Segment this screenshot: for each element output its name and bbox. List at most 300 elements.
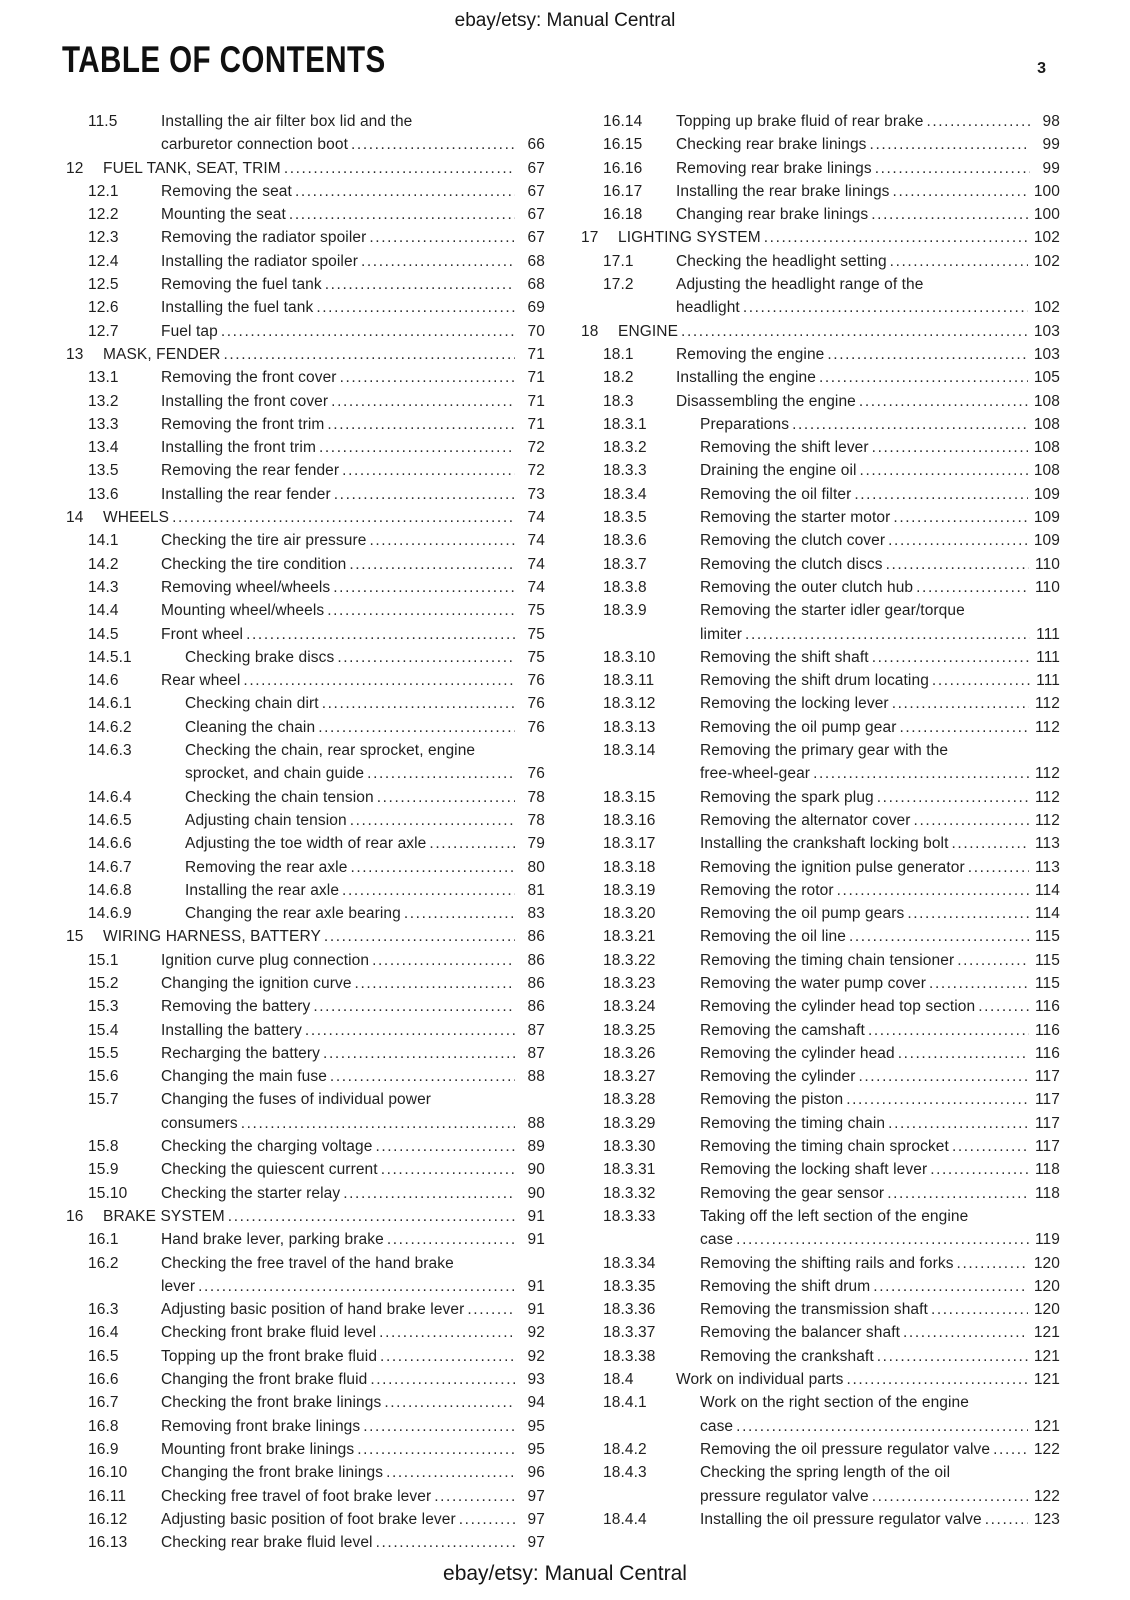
toc-entry-last-line bbox=[676, 390, 1060, 413]
toc-entry-last-line bbox=[161, 669, 545, 692]
toc-entry-title-line: Checking the chain, rear sprocket, engine bbox=[185, 742, 476, 760]
toc-entry-title: Preparations bbox=[700, 415, 790, 433]
toc-entry-last-line bbox=[700, 1321, 1060, 1344]
toc-entry-page: 92 bbox=[527, 1324, 545, 1342]
toc-entry bbox=[66, 1252, 545, 1299]
toc-entry-page: 121 bbox=[1033, 1347, 1060, 1365]
toc-entry bbox=[581, 1182, 1060, 1205]
toc-entry-last-line bbox=[700, 879, 1060, 902]
toc-entry-title: Removing the rear axle bbox=[185, 858, 348, 876]
page-title: TABLE OF CONTENTS bbox=[62, 39, 386, 80]
toc-entry bbox=[66, 436, 545, 459]
toc-entry-page: 102 bbox=[1033, 299, 1060, 317]
toc-entry-last-line bbox=[700, 1485, 1060, 1508]
dot-leader bbox=[868, 203, 1028, 226]
toc-entry-page: 117 bbox=[1034, 1068, 1060, 1086]
toc-entry-body bbox=[700, 436, 1060, 459]
toc-entry bbox=[66, 250, 545, 273]
toc-entry-body bbox=[700, 1019, 1060, 1042]
toc-entry-page: 97 bbox=[527, 1534, 545, 1552]
toc-entry-body bbox=[161, 669, 545, 692]
toc-entry-page: 115 bbox=[1034, 974, 1060, 992]
toc-entry-body bbox=[700, 739, 1060, 786]
dot-leader bbox=[464, 1298, 515, 1321]
toc-entry-number: 16.9 bbox=[88, 1440, 119, 1458]
dot-leader bbox=[874, 786, 1029, 809]
toc-entry bbox=[66, 1298, 545, 1321]
toc-entry-page: 76 bbox=[527, 718, 545, 736]
toc-entry-last-line bbox=[161, 250, 545, 273]
toc-entry-page: 112 bbox=[1034, 695, 1060, 713]
toc-entry bbox=[581, 856, 1060, 879]
toc-entry-body bbox=[676, 1368, 1060, 1391]
dot-leader bbox=[889, 692, 1029, 715]
toc-entry-number: 18.3.8 bbox=[603, 578, 647, 596]
toc-entry-title: consumers bbox=[161, 1114, 238, 1132]
toc-entry-body bbox=[700, 972, 1060, 995]
dot-leader bbox=[169, 506, 515, 529]
dot-leader bbox=[883, 553, 1029, 576]
dot-leader bbox=[376, 1321, 515, 1344]
toc-entry-last-line bbox=[161, 1485, 545, 1508]
toc-entry-last-line bbox=[161, 366, 545, 389]
toc-entry-last-line bbox=[700, 832, 1060, 855]
dot-leader bbox=[328, 390, 515, 413]
toc-entry-last-line bbox=[700, 1275, 1060, 1298]
dot-leader bbox=[334, 646, 515, 669]
toc-entry-body bbox=[103, 343, 545, 366]
toc-entry bbox=[66, 716, 545, 739]
toc-entry-body bbox=[700, 1298, 1060, 1321]
dot-leader bbox=[313, 296, 515, 319]
toc-entry-body bbox=[161, 1508, 545, 1531]
toc-entry-body bbox=[161, 1135, 545, 1158]
toc-entry-number: 16 bbox=[66, 1207, 84, 1225]
toc-entry-last-line bbox=[700, 902, 1060, 925]
dot-leader bbox=[949, 1135, 1029, 1158]
toc-entry-number: 16.5 bbox=[88, 1347, 119, 1365]
toc-entry-page: 74 bbox=[527, 555, 545, 573]
toc-entry-title: Front wheel bbox=[161, 625, 244, 643]
toc-entry bbox=[581, 1461, 1060, 1508]
toc-entry-page: 75 bbox=[527, 602, 545, 620]
toc-entry-page: 97 bbox=[527, 1487, 545, 1505]
toc-entry-title: pressure regulator valve bbox=[700, 1487, 869, 1505]
toc-entry-title: Changing the front brake linings bbox=[161, 1464, 384, 1482]
toc-entry-number: 18.3.1 bbox=[603, 415, 647, 433]
toc-entry-last-line bbox=[185, 902, 545, 925]
toc-entry-title: Removing the timing chain bbox=[700, 1114, 886, 1132]
toc-entry-title: Adjusting basic position of foot brake lever bbox=[161, 1510, 456, 1528]
toc-entry-body bbox=[161, 1158, 545, 1181]
toc-entry-body bbox=[700, 1508, 1060, 1531]
toc-entry-title: Checking the headlight setting bbox=[676, 252, 887, 270]
toc-entry-number: 14.6 bbox=[88, 672, 119, 690]
toc-entry-last-line bbox=[161, 1531, 545, 1554]
toc-entry-body bbox=[700, 1065, 1060, 1088]
toc-entry-last-line bbox=[700, 1438, 1060, 1461]
toc-entry-title: Removing the battery bbox=[161, 998, 311, 1016]
toc-entry-number: 18.3.24 bbox=[603, 998, 656, 1016]
toc-entry-number: 15.8 bbox=[88, 1138, 119, 1156]
toc-entry-last-line bbox=[700, 856, 1060, 879]
toc-entry-page: 116 bbox=[1034, 1021, 1060, 1039]
dot-leader bbox=[851, 483, 1027, 506]
toc-entry bbox=[66, 995, 545, 1018]
toc-entry-page: 90 bbox=[527, 1161, 545, 1179]
toc-entry bbox=[66, 273, 545, 296]
toc-entry-last-line bbox=[161, 1112, 545, 1135]
toc-entry-number: 14.5.1 bbox=[88, 648, 132, 666]
toc-entry bbox=[581, 972, 1060, 995]
toc-entry bbox=[581, 1135, 1060, 1158]
toc-entry-body bbox=[185, 832, 545, 855]
toc-entry bbox=[581, 1321, 1060, 1344]
toc-entry-last-line bbox=[161, 1508, 545, 1531]
toc-entry-body bbox=[161, 436, 545, 459]
toc-entry-body bbox=[161, 1065, 545, 1088]
toc-entry-page: 109 bbox=[1033, 509, 1060, 527]
toc-entry-number: 13.6 bbox=[88, 485, 119, 503]
toc-entry-last-line bbox=[161, 413, 545, 436]
toc-entry-title: Removing the timing chain sprocket bbox=[700, 1138, 949, 1156]
toc-entry-page: 113 bbox=[1034, 835, 1060, 853]
toc-entry-page: 67 bbox=[527, 159, 545, 177]
toc-entry-number: 13.4 bbox=[88, 439, 119, 457]
toc-entry-last-line bbox=[700, 1019, 1060, 1042]
dot-leader bbox=[857, 459, 1028, 482]
toc-entry-page: 123 bbox=[1033, 1510, 1060, 1528]
toc-entry-number: 18.3.38 bbox=[603, 1347, 656, 1365]
toc-entry-last-line bbox=[161, 1135, 545, 1158]
toc-entry-title: Removing the oil pump gear bbox=[700, 718, 897, 736]
toc-entry-number: 18.3.25 bbox=[603, 1021, 656, 1039]
dot-leader bbox=[843, 1088, 1029, 1111]
toc-entry-title: Removing wheel/wheels bbox=[161, 578, 331, 596]
dot-leader bbox=[218, 320, 515, 343]
dot-leader bbox=[869, 1485, 1028, 1508]
toc-entry-title: Removing the gear sensor bbox=[700, 1184, 885, 1202]
dot-leader bbox=[816, 366, 1028, 389]
toc-entry-title: Removing the crankshaft bbox=[700, 1347, 874, 1365]
dot-leader bbox=[243, 623, 515, 646]
toc-entry-last-line bbox=[676, 1368, 1060, 1391]
toc-entry-number: 18.3.20 bbox=[603, 905, 656, 923]
toc-entry-last-line bbox=[700, 436, 1060, 459]
toc-entry bbox=[66, 390, 545, 413]
toc-entry-body bbox=[185, 879, 545, 902]
dot-leader bbox=[281, 157, 515, 180]
toc-entry-number: 16.13 bbox=[88, 1534, 128, 1552]
toc-entry-last-line bbox=[700, 1228, 1060, 1251]
toc-entry-page: 103 bbox=[1033, 345, 1060, 363]
toc-entry-title: Removing the water pump cover bbox=[700, 974, 927, 992]
toc-entry-page: 112 bbox=[1034, 765, 1060, 783]
dot-leader bbox=[220, 343, 515, 366]
toc-entry-title: Removing the fuel tank bbox=[161, 276, 322, 294]
toc-entry-last-line bbox=[161, 1228, 545, 1251]
toc-entry-page: 68 bbox=[527, 252, 545, 270]
toc-entry bbox=[66, 1485, 545, 1508]
toc-entry-page: 112 bbox=[1034, 788, 1060, 806]
toc-entry-number: 18.3.15 bbox=[603, 788, 656, 806]
dot-leader bbox=[887, 250, 1028, 273]
toc-entry-number: 18.3 bbox=[603, 392, 634, 410]
toc-entry-title: Removing the oil pump gears bbox=[700, 905, 905, 923]
toc-entry-last-line bbox=[700, 1065, 1060, 1088]
dot-leader bbox=[990, 1438, 1028, 1461]
dot-leader bbox=[869, 436, 1028, 459]
dot-leader bbox=[352, 972, 515, 995]
toc-entry-page: 67 bbox=[527, 229, 545, 247]
toc-entry-title: Removing the ignition pulse generator bbox=[700, 858, 965, 876]
toc-entry-page: 86 bbox=[527, 928, 545, 946]
toc-entry bbox=[581, 879, 1060, 902]
toc-entry-last-line bbox=[700, 459, 1060, 482]
toc-entry-title: Removing the shift drum bbox=[700, 1277, 871, 1295]
dot-leader bbox=[911, 809, 1029, 832]
toc-entry-page: 120 bbox=[1033, 1301, 1060, 1319]
toc-entry-number: 18.3.17 bbox=[603, 835, 656, 853]
toc-entry-page: 94 bbox=[527, 1394, 545, 1412]
dot-leader bbox=[834, 879, 1029, 902]
toc-entry bbox=[66, 832, 545, 855]
toc-entry-page: 122 bbox=[1033, 1440, 1060, 1458]
dot-leader bbox=[377, 1345, 515, 1368]
toc-entry bbox=[581, 273, 1060, 320]
toc-entry-title: Checking brake discs bbox=[185, 648, 335, 666]
toc-entry-title: LIGHTING SYSTEM bbox=[618, 229, 761, 247]
toc-entry-body bbox=[161, 483, 545, 506]
toc-entry-last-line bbox=[700, 1042, 1060, 1065]
toc-entry-page: 103 bbox=[1033, 322, 1060, 340]
toc-entry-title: Removing the oil line bbox=[700, 928, 846, 946]
toc-entry-page: 113 bbox=[1034, 858, 1060, 876]
toc-entry-body bbox=[700, 1042, 1060, 1065]
dot-leader bbox=[865, 1019, 1029, 1042]
toc-entry-title: BRAKE SYSTEM bbox=[103, 1207, 225, 1225]
dot-leader bbox=[678, 320, 1028, 343]
toc-entry-page: 108 bbox=[1033, 439, 1060, 457]
dot-leader bbox=[383, 1461, 515, 1484]
toc-entry bbox=[66, 692, 545, 715]
toc-entry-last-line bbox=[161, 623, 545, 646]
toc-entry-title: Removing the front trim bbox=[161, 415, 325, 433]
toc-entry-number: 12.4 bbox=[88, 252, 119, 270]
dot-leader bbox=[366, 226, 515, 249]
toc-entry-title: Installing the crankshaft locking bolt bbox=[700, 835, 949, 853]
toc-entry-last-line bbox=[161, 529, 545, 552]
toc-entry-last-line bbox=[700, 413, 1060, 436]
toc-entry-last-line bbox=[161, 273, 545, 296]
toc-entry-page: 121 bbox=[1033, 1417, 1060, 1435]
toc-entry bbox=[66, 203, 545, 226]
toc-entry bbox=[581, 1252, 1060, 1275]
toc-entry-title: Checking the front brake linings bbox=[161, 1394, 382, 1412]
dot-leader bbox=[324, 599, 515, 622]
dot-leader bbox=[384, 1228, 515, 1251]
toc-entry-number: 14.6.7 bbox=[88, 858, 132, 876]
toc-entry-last-line bbox=[161, 1019, 545, 1042]
toc-entry bbox=[581, 320, 1060, 343]
toc-entry-body bbox=[676, 343, 1060, 366]
dot-leader bbox=[928, 1298, 1028, 1321]
toc-entry-body bbox=[618, 320, 1060, 343]
toc-entry-title: Topping up the front brake fluid bbox=[161, 1347, 378, 1365]
toc-entry-body bbox=[676, 390, 1060, 413]
toc-entry bbox=[581, 1112, 1060, 1135]
toc-entry-title: Removing the clutch cover bbox=[700, 532, 886, 550]
toc-entry-last-line bbox=[700, 949, 1060, 972]
toc-entry bbox=[581, 1042, 1060, 1065]
toc-entry-body bbox=[161, 529, 545, 552]
toc-entry-title: Topping up brake fluid of rear brake bbox=[676, 113, 924, 130]
toc-entry-page: 66 bbox=[527, 136, 545, 154]
toc-entry bbox=[581, 1345, 1060, 1368]
dot-leader bbox=[327, 1065, 515, 1088]
toc-entry bbox=[581, 553, 1060, 576]
toc-entry-title-line: Adjusting the headlight range of the bbox=[676, 276, 924, 294]
dot-leader bbox=[923, 110, 1030, 133]
toc-entry-page: 95 bbox=[527, 1417, 545, 1435]
toc-entry-last-line bbox=[161, 1391, 545, 1414]
toc-entry-body bbox=[161, 1438, 545, 1461]
toc-entry bbox=[66, 1065, 545, 1088]
toc-entry-last-line bbox=[700, 1135, 1060, 1158]
toc-entry bbox=[66, 1182, 545, 1205]
toc-entry-number: 12 bbox=[66, 159, 84, 177]
toc-entry-number: 18.1 bbox=[603, 345, 634, 363]
toc-entry bbox=[66, 646, 545, 669]
toc-entry bbox=[66, 925, 545, 948]
dot-leader bbox=[360, 1415, 515, 1438]
toc-entry-body bbox=[161, 1368, 545, 1391]
toc-entry-page: 76 bbox=[527, 765, 545, 783]
toc-entry-body bbox=[161, 972, 545, 995]
dot-leader bbox=[339, 459, 515, 482]
toc-entry bbox=[66, 623, 545, 646]
toc-entry-last-line bbox=[161, 1065, 545, 1088]
toc-entry bbox=[581, 576, 1060, 599]
toc-entry bbox=[581, 203, 1060, 226]
dot-leader bbox=[315, 716, 515, 739]
toc-entry-title: Installing the engine bbox=[676, 369, 816, 387]
toc-entry-body bbox=[161, 180, 545, 203]
toc-entry bbox=[66, 856, 545, 879]
toc-entry-title: Mounting front brake linings bbox=[161, 1440, 355, 1458]
toc-entry-title: Checking rear brake fluid level bbox=[161, 1534, 373, 1552]
toc-entry-number: 16.2 bbox=[88, 1254, 119, 1272]
toc-entry bbox=[66, 1531, 545, 1554]
toc-entry-title: Removing the cylinder bbox=[700, 1068, 856, 1086]
toc-entry bbox=[581, 343, 1060, 366]
toc-entry-last-line bbox=[161, 972, 545, 995]
toc-entry-body bbox=[700, 1345, 1060, 1368]
toc-entry-last-line bbox=[161, 203, 545, 226]
toc-entry-body bbox=[700, 669, 1060, 692]
toc-entry-page: 88 bbox=[527, 1068, 545, 1086]
toc-entry-number: 18.4.1 bbox=[603, 1394, 647, 1412]
toc-entry-title: Removing the shifting rails and forks bbox=[700, 1254, 954, 1272]
dot-leader bbox=[949, 832, 1029, 855]
toc-entry-last-line bbox=[185, 786, 545, 809]
dot-leader bbox=[372, 1135, 515, 1158]
dot-leader bbox=[742, 623, 1030, 646]
dot-leader bbox=[431, 1485, 515, 1508]
toc-entry bbox=[66, 902, 545, 925]
toc-entry-page: 71 bbox=[527, 415, 545, 433]
toc-entry-title: Installing the rear brake linings bbox=[676, 182, 890, 200]
toc-entry-title: Removing the cylinder head bbox=[700, 1044, 895, 1062]
toc-entry-number: 18.3.26 bbox=[603, 1044, 656, 1062]
toc-entry-number: 14.3 bbox=[88, 578, 119, 596]
toc-entry-page: 75 bbox=[527, 648, 545, 666]
dot-leader bbox=[401, 902, 515, 925]
dot-leader bbox=[856, 390, 1028, 413]
dot-leader bbox=[381, 1391, 515, 1414]
toc-entry-title: Installing the radiator spoiler bbox=[161, 252, 358, 270]
dot-leader bbox=[319, 692, 515, 715]
toc-entry-page: 86 bbox=[527, 998, 545, 1016]
toc-entry-title: lever bbox=[161, 1277, 196, 1295]
toc-entry-title: Cleaning the chain bbox=[185, 718, 316, 736]
toc-entry-body bbox=[185, 646, 545, 669]
toc-entry-last-line bbox=[700, 1345, 1060, 1368]
toc-entry-body bbox=[161, 1252, 545, 1299]
toc-entry bbox=[66, 343, 545, 366]
toc-entry-number: 18.3.6 bbox=[603, 532, 647, 550]
dot-leader bbox=[348, 133, 515, 156]
toc-entry-title-line: Installing the air filter box lid and the bbox=[161, 113, 413, 130]
toc-entry-last-line bbox=[103, 506, 545, 529]
dot-leader bbox=[347, 809, 515, 832]
toc-entry bbox=[66, 1461, 545, 1484]
toc-entry-last-line bbox=[185, 762, 545, 785]
toc-entry-title: Changing the rear axle bearing bbox=[185, 905, 401, 923]
toc-entry-page: 117 bbox=[1034, 1091, 1060, 1109]
toc-entry-last-line bbox=[676, 250, 1060, 273]
toc-entry-last-line bbox=[161, 483, 545, 506]
toc-entry-page: 69 bbox=[527, 299, 545, 317]
toc-entry bbox=[66, 809, 545, 832]
toc-entry-last-line bbox=[161, 949, 545, 972]
toc-entry-title-line: Work on the right section of the engine bbox=[700, 1394, 969, 1412]
toc-entry-title: Hand brake lever, parking brake bbox=[161, 1231, 384, 1249]
toc-entry-body bbox=[676, 250, 1060, 273]
dot-leader bbox=[321, 925, 515, 948]
toc-entry-body bbox=[618, 226, 1060, 249]
toc-entry-title: Changing the front brake fluid bbox=[161, 1371, 368, 1389]
toc-entry bbox=[66, 1438, 545, 1461]
toc-entry-page: 98 bbox=[1042, 113, 1060, 130]
dot-leader bbox=[238, 1112, 515, 1135]
toc-entry-body bbox=[700, 599, 1060, 646]
toc-entry-last-line bbox=[161, 320, 545, 343]
toc-entry-last-line bbox=[700, 1508, 1060, 1531]
toc-entry bbox=[581, 226, 1060, 249]
toc-entry-number: 15.3 bbox=[88, 998, 119, 1016]
dot-leader bbox=[904, 902, 1029, 925]
toc-entry-title-line: Taking off the left section of the engine bbox=[700, 1207, 969, 1225]
dot-leader bbox=[733, 1228, 1029, 1251]
toc-entry-last-line bbox=[161, 296, 545, 319]
dot-leader bbox=[337, 366, 515, 389]
toc-entry-page: 91 bbox=[527, 1207, 545, 1225]
toc-entry bbox=[66, 786, 545, 809]
toc-entry-title: Removing the cylinder head top section bbox=[700, 998, 976, 1016]
toc-entry-page: 87 bbox=[527, 1021, 545, 1039]
toc-entry-body bbox=[185, 856, 545, 879]
